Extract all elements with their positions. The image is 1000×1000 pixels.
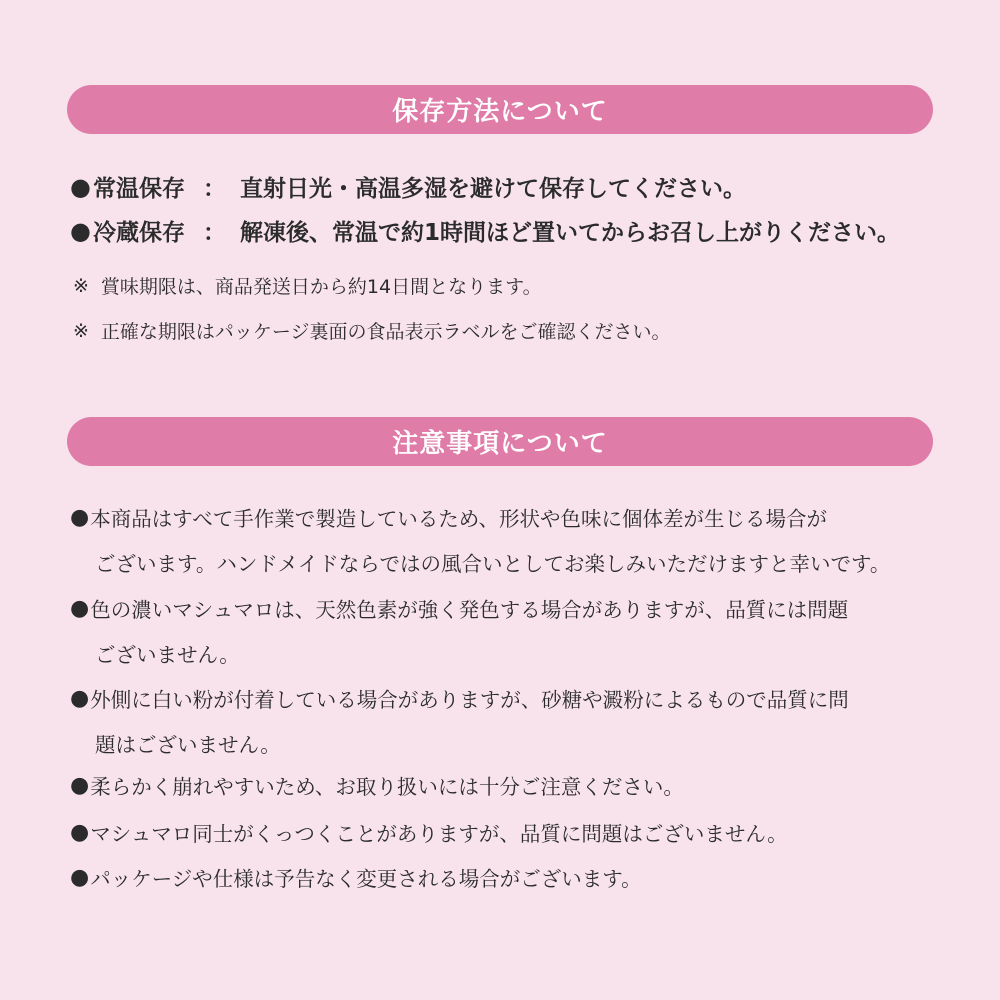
bullet-icon: ●	[70, 216, 91, 245]
caution-item-handmade-cont: ございます。ハンドメイドならではの風合いとしてお楽しみいただけますと幸いです。	[95, 552, 891, 576]
caution-text: パッケージや仕様は予告なく変更される場合がございます。	[90, 867, 642, 891]
note-text: 賞味期限は、商品発送日から約14日間となります。	[100, 276, 542, 298]
note-mark-icon: ※	[73, 319, 89, 342]
storage-text: 解凍後、常温で約1時間ほど置いてからお召し上がりください。	[239, 220, 900, 246]
note-text: 正確な期限はパッケージ裏面の食品表示ラベルをご確認ください。	[100, 321, 671, 343]
storage-text: 直射日光・高温多湿を避けて保存してください。	[239, 176, 746, 202]
caution-text: 外側に白い粉が付着している場合がありますが、砂糖や澱粉によるもので品質に問	[90, 688, 849, 712]
storage-term: 常温保存	[92, 176, 185, 202]
caution-item-handmade	[70, 502, 827, 532]
storage-colon: ：	[202, 176, 226, 202]
caution-text: 色の濃いマシュマロは、天然色素が強く発色する場合がありますが、品質には問題	[90, 598, 849, 622]
storage-term: 冷蔵保存	[92, 220, 185, 246]
caution-item-stick	[70, 817, 788, 847]
caution-item-package	[70, 862, 642, 892]
bullet-icon: ●	[70, 685, 90, 711]
storage-section-title: 保存方法について	[392, 97, 608, 127]
caution-item-fragile	[70, 770, 684, 800]
note-mark-icon: ※	[73, 274, 89, 297]
caution-item-powder-cont: 題はございません。	[95, 733, 281, 757]
storage-colon: ：	[202, 220, 226, 246]
caution-item-color	[70, 593, 848, 623]
bullet-icon: ●	[70, 864, 90, 890]
caution-item-powder	[70, 683, 849, 713]
note-expiry	[73, 272, 542, 299]
storage-section-header	[67, 85, 933, 134]
storage-item-room-temp	[70, 170, 746, 203]
bullet-icon: ●	[70, 595, 90, 621]
caution-text: マシュマロ同士がくっつくことがありますが、品質に問題はございません。	[90, 822, 788, 846]
bullet-icon: ●	[70, 172, 91, 201]
caution-item-color-cont: ございません。	[95, 643, 240, 667]
caution-text: 本商品はすべて手作業で製造しているため、形状や色味に個体差が生じる場合が	[90, 507, 827, 531]
caution-section-header	[67, 417, 933, 466]
bullet-icon: ●	[70, 772, 90, 798]
storage-item-refrigerated	[70, 214, 900, 247]
note-label-check	[73, 317, 671, 344]
bullet-icon: ●	[70, 504, 90, 530]
bullet-icon: ●	[70, 819, 90, 845]
caution-section-title: 注意事項について	[392, 429, 608, 459]
caution-text: 柔らかく崩れやすいため、お取り扱いには十分ご注意ください。	[90, 775, 684, 799]
